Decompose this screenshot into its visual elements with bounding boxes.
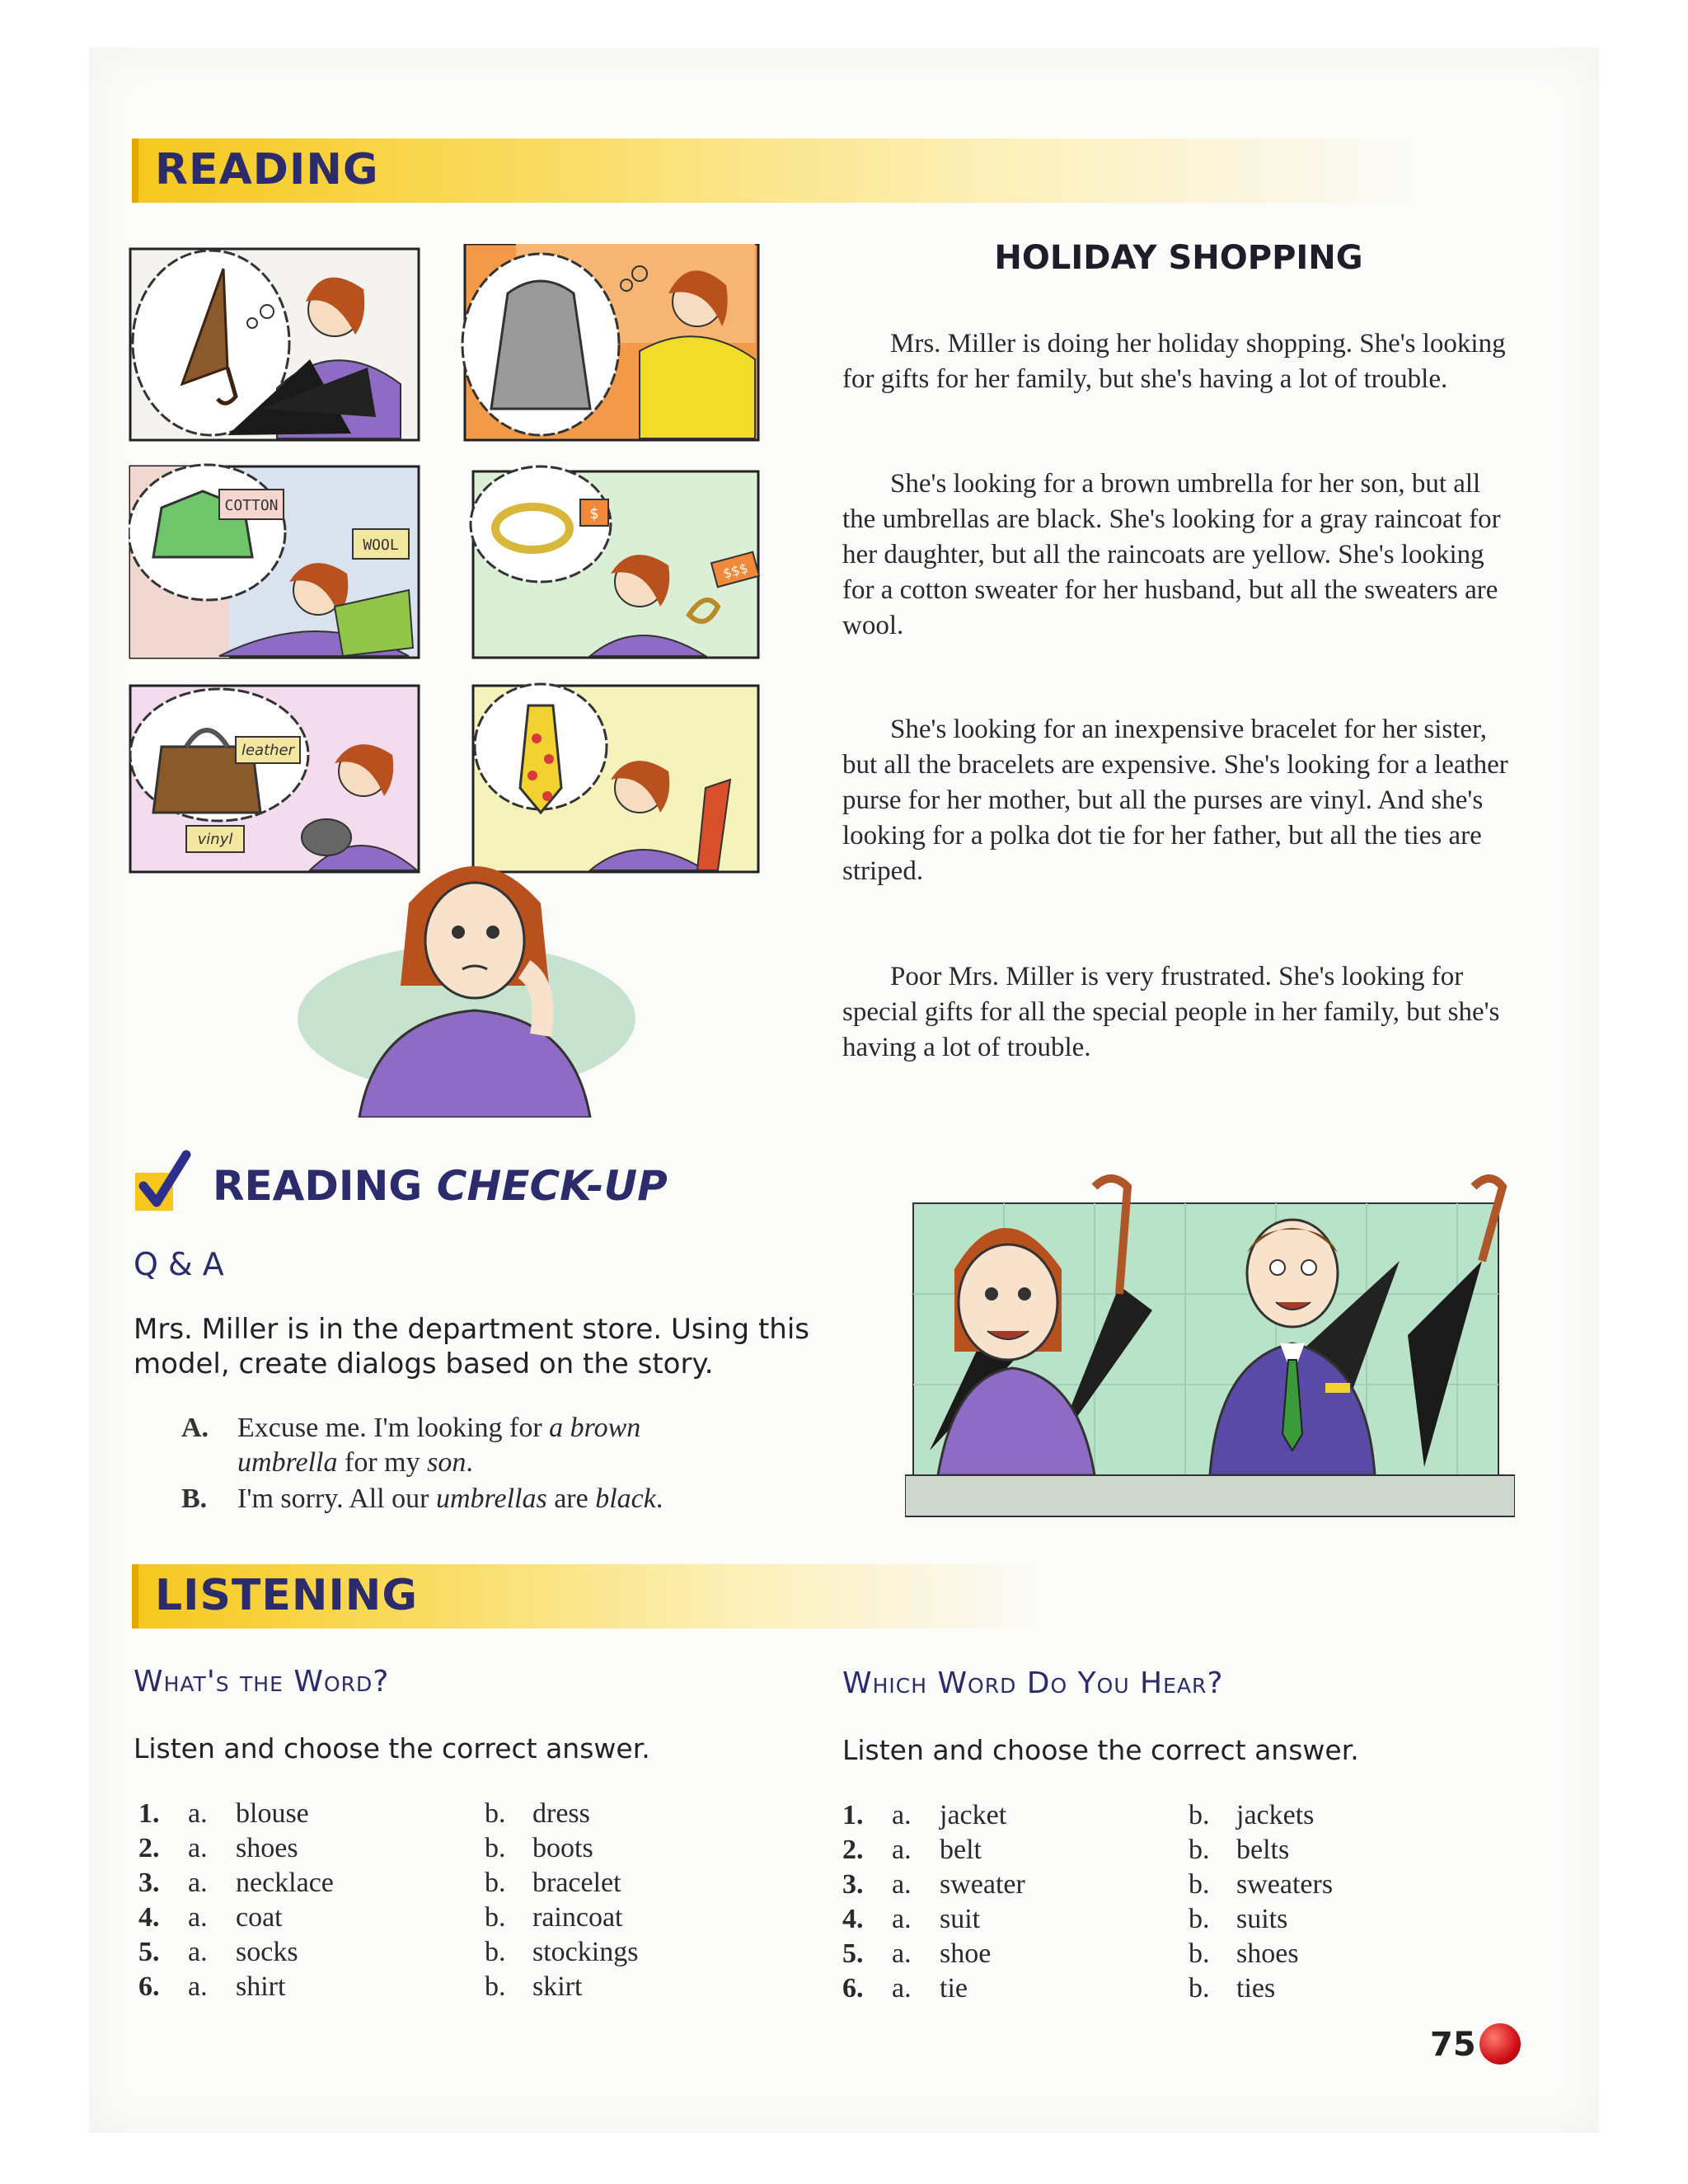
exercise-row	[138, 1970, 814, 2004]
exercise-row	[138, 1797, 814, 1831]
dialog-b-text: .	[655, 1483, 663, 1514]
dialog-a-italic: son	[427, 1447, 467, 1478]
exercise-row	[138, 1866, 814, 1900]
option-b-word: boots	[532, 1833, 593, 1863]
option-b-letter: b.	[1189, 1835, 1210, 1865]
whats-the-word-heading: What's the Word?	[134, 1665, 390, 1699]
comic-panel-purse	[130, 686, 419, 872]
option-b-letter: b.	[485, 1902, 506, 1933]
option-b-letter: b.	[1189, 1973, 1210, 2004]
checkup-title-main: READING	[213, 1162, 423, 1210]
option-b-letter: b.	[1189, 1869, 1210, 1900]
exercise-number: 1.	[138, 1798, 160, 1829]
exercise-number: 5.	[138, 1937, 160, 1967]
exercise-number: 3.	[138, 1868, 160, 1898]
option-a-letter: a.	[188, 1868, 208, 1898]
option-b-letter: b.	[485, 1971, 506, 2002]
dialog-b-italic: umbrellas	[435, 1483, 547, 1514]
option-b-word: jackets	[1236, 1800, 1315, 1830]
story-paragraph-2: She's looking for a brown umbrella for her son, but all the umbrellas are black. She's looking for a gray raincoat for her daughter, but all the raincoats are yellow. She's looking for a cotton sweater for her husband, but all the sweaters are wool.	[842, 469, 1501, 640]
exercise-row	[842, 1971, 1518, 2006]
dialog-b-italic: black	[595, 1483, 656, 1514]
dialog-a-italic: a brown	[549, 1413, 641, 1443]
option-b-word: belts	[1236, 1835, 1290, 1865]
story-paragraph-1: Mrs. Miller is doing her holiday shopping. She's looking for gifts for her family, but she's having a lot of trouble.	[842, 329, 1506, 394]
checkmark-icon	[132, 1150, 198, 1216]
option-a-letter: a.	[892, 1835, 912, 1865]
checkup-title-italic: CHECK-UP	[436, 1162, 668, 1210]
option-a-letter: a.	[188, 1902, 208, 1933]
exercise-number: 4.	[138, 1902, 160, 1933]
dialog-b-text: I'm sorry. All our	[237, 1483, 436, 1514]
dialog-a-text: for my	[337, 1447, 428, 1478]
option-a-letter: a.	[188, 1833, 208, 1863]
exercise-row	[842, 1868, 1518, 1902]
option-a-letter: a.	[892, 1869, 912, 1900]
listening-banner-label: LISTENING	[155, 1571, 418, 1620]
exercise-number: 3.	[842, 1869, 864, 1900]
story-paragraph-4: Poor Mrs. Miller is very frustrated. She's looking for special gifts for all the special people in her family, but she's having a lot of trouble.	[842, 962, 1500, 1062]
frustrated-woman-illustration	[298, 866, 635, 1118]
exercise-number: 6.	[138, 1971, 160, 2002]
option-a-letter: a.	[892, 1800, 912, 1830]
exercise-number: 6.	[842, 1973, 864, 2004]
qa-label: Q & A	[134, 1246, 224, 1282]
option-b-word: sweaters	[1236, 1869, 1334, 1900]
option-a-letter: a.	[188, 1971, 208, 2002]
checkup-title	[213, 1162, 668, 1210]
option-b-word: raincoat	[532, 1902, 623, 1933]
wool-tag-label: WOOL	[363, 537, 399, 554]
option-b-word: ties	[1236, 1973, 1276, 2004]
price-tag-low: $	[589, 505, 599, 523]
store-clerk-illustration	[905, 1170, 1515, 1525]
story-title: HOLIDAY SHOPPING	[994, 239, 1363, 277]
checkup-instruction: Mrs. Miller is in the department store. Using this model, create dialogs based on the story.	[134, 1313, 809, 1380]
listening-banner	[132, 1564, 1045, 1629]
option-a-letter: a.	[892, 1973, 912, 2004]
whats-the-word-instruction: Listen and choose the correct answer.	[134, 1732, 650, 1765]
comic-panel-sweater	[129, 465, 419, 658]
cotton-tag-label: COTTON	[224, 497, 279, 514]
exercise-row	[842, 1902, 1518, 1937]
option-a-word: suit	[940, 1904, 981, 1934]
option-b-letter: b.	[485, 1798, 506, 1829]
option-b-word: skirt	[532, 1971, 583, 2002]
option-b-letter: b.	[485, 1868, 506, 1898]
option-a-word: sweater	[940, 1869, 1025, 1900]
option-b-letter: b.	[1189, 1938, 1210, 1969]
reading-banner	[132, 138, 1424, 203]
option-a-word: necklace	[236, 1868, 334, 1898]
option-a-word: blouse	[236, 1798, 309, 1829]
option-a-word: belt	[940, 1835, 982, 1865]
option-a-word: tie	[940, 1973, 968, 2004]
option-b-word: suits	[1236, 1904, 1288, 1934]
dialog-a-text: .	[466, 1447, 473, 1478]
option-a-letter: a.	[892, 1938, 912, 1969]
exercise-row	[842, 1833, 1518, 1868]
exercise-number: 2.	[138, 1833, 160, 1863]
price-tag-high: $$$	[721, 560, 750, 582]
exercise-row	[138, 1900, 814, 1935]
dialog-a-text: Excuse me. I'm looking for	[237, 1413, 550, 1443]
option-a-word: shirt	[236, 1971, 286, 2002]
dialog-speaker-b: B.	[181, 1483, 208, 1514]
reading-banner-label: READING	[155, 145, 379, 194]
comic-panel-bracelet	[471, 466, 759, 658]
which-word-instruction: Listen and choose the correct answer.	[842, 1734, 1359, 1766]
option-a-word: jacket	[940, 1800, 1007, 1830]
comic-panel-umbrella	[130, 249, 419, 440]
exercise-number: 1.	[842, 1800, 864, 1830]
dialog-line-b	[181, 1482, 808, 1516]
exercise-number: 4.	[842, 1904, 864, 1934]
exercise-row	[138, 1831, 814, 1866]
which-word-heading: Which Word Do You Hear?	[842, 1666, 1224, 1700]
exercise-row	[842, 1798, 1518, 1833]
option-a-word: shoe	[940, 1938, 992, 1969]
option-b-letter: b.	[1189, 1904, 1210, 1934]
dialog-speaker-a: A.	[181, 1413, 209, 1443]
comic-panel-raincoat	[462, 244, 758, 440]
option-b-letter: b.	[1189, 1800, 1210, 1830]
option-a-word: shoes	[236, 1833, 298, 1863]
option-b-word: stockings	[532, 1937, 639, 1967]
option-b-word: shoes	[1236, 1938, 1299, 1969]
dialog-a-italic: umbrella	[237, 1447, 338, 1478]
page-dot-icon	[1479, 2023, 1521, 2064]
page-number: 75	[1430, 2026, 1476, 2064]
exercise-number: 5.	[842, 1938, 864, 1969]
option-a-word: coat	[236, 1902, 283, 1933]
exercise-row	[842, 1937, 1518, 1971]
shopping-comic-illustration	[129, 244, 763, 1118]
option-a-letter: a.	[188, 1937, 208, 1967]
option-b-word: dress	[532, 1798, 590, 1829]
leather-tag-label: leather	[241, 742, 295, 759]
option-b-word: bracelet	[532, 1868, 621, 1898]
story-paragraph-3: She's looking for an inexpensive bracelet for her sister, but all the bracelets are expensive. She's looking for a leather purse for her mother, but all the purses are vinyl. And she's looking for a polka dot tie for her father, but all the ties are striped.	[842, 715, 1508, 886]
option-b-letter: b.	[485, 1833, 506, 1863]
exercise-number: 2.	[842, 1835, 864, 1865]
option-b-letter: b.	[485, 1937, 506, 1967]
comic-panel-tie	[473, 684, 758, 872]
vinyl-tag-label: vinyl	[197, 831, 233, 848]
option-a-letter: a.	[188, 1798, 208, 1829]
dialog-line-a	[181, 1411, 808, 1480]
exercise-row	[138, 1935, 814, 1970]
dialog-b-text: are	[546, 1483, 596, 1514]
option-a-word: socks	[236, 1937, 298, 1967]
option-a-letter: a.	[892, 1904, 912, 1934]
